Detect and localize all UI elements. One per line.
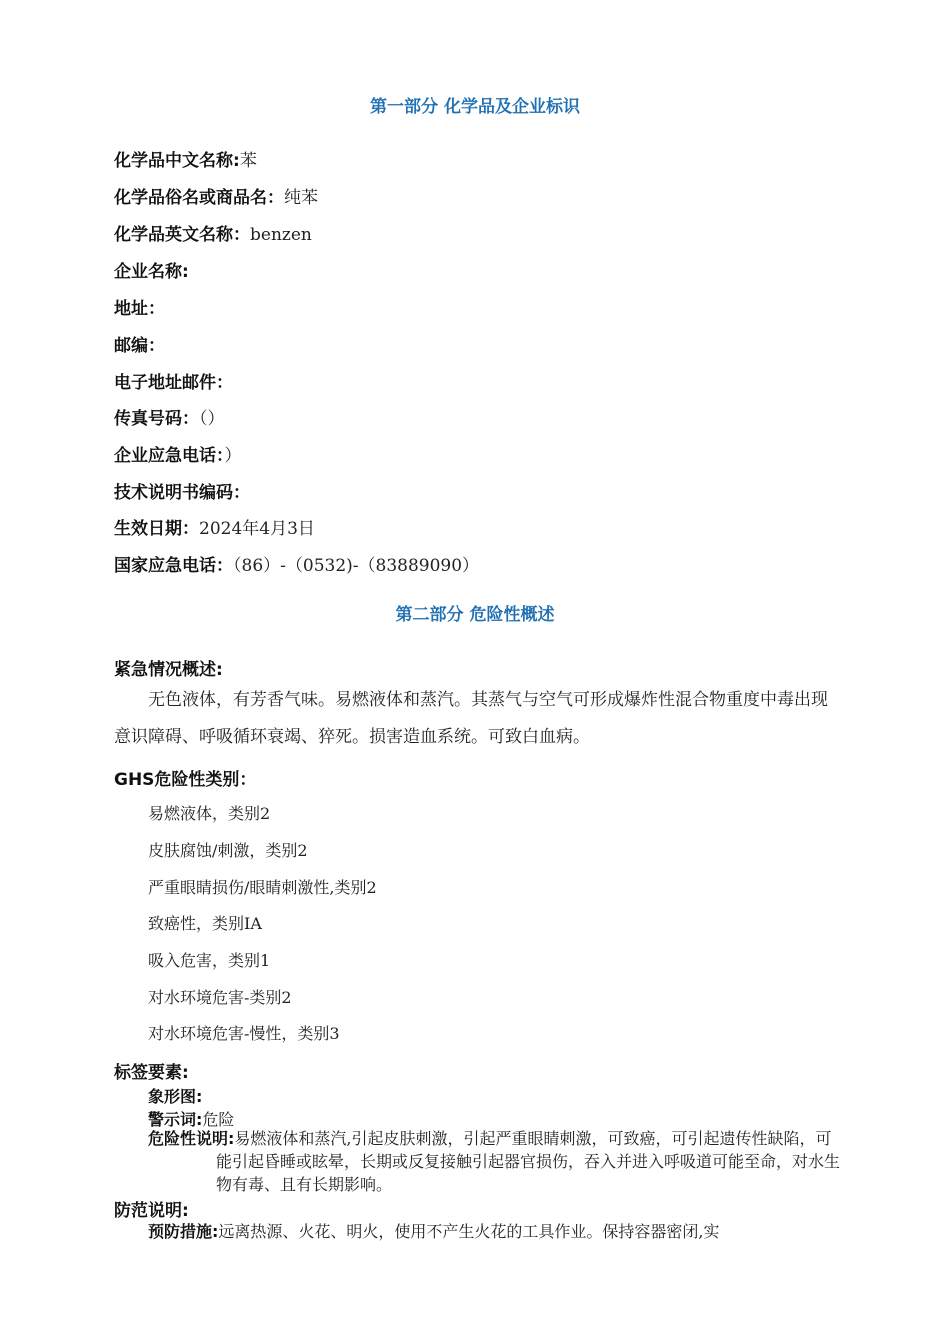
prevention-row [148,1220,848,1243]
field-label: 企业应急电话： [114,446,225,466]
field-company-emergency-phone [114,441,242,466]
field-fax [114,404,225,429]
field-value: （） [199,409,225,429]
ghs-item: 严重眼睛损伤/眼睛刺激性,类别2 [148,878,377,897]
ghs-item: 皮肤腐蚀/刺激，类别2 [148,841,308,860]
field-label: 化学品英文名称： [114,225,250,245]
pictogram-row [148,1084,202,1107]
ghs-heading [114,765,256,790]
prevention-label: 预防措施: [148,1222,219,1241]
field-value: ） [224,446,242,466]
field-address [114,294,165,319]
field-value: 2024年4月3日 [199,519,315,539]
ghs-item: 致癌性，类别IA [148,914,262,933]
label-elements-heading [114,1058,189,1083]
precaution-label: 防范说明: [114,1201,189,1221]
field-label: 传真号码： [114,409,199,429]
field-postcode [114,331,165,356]
field-label: 地址： [114,299,165,319]
field-label: 国家应急电话： [114,556,233,576]
hazard-statement-value: 易燃液体和蒸汽,引起皮肤刺激，引起严重眼睛刺激，可致癌，可引起遗传性缺陷，可能引起昏睡或眩晕，长期或反复接触引起器官损伤，吞入并进入呼吸道可能至命，对水生物有毒、且有长期影响。 [216,1129,841,1194]
field-label: 化学品中文名称: [114,151,240,171]
field-value: （86）-（0532)-（83889090） [233,556,480,576]
part1-title: 第一部分 化学品及企业标识 [370,97,580,117]
prevention-value: 远离热源、火花、明火，使用不产生火花的工具作业。保持容器密闭,实 [218,1222,720,1241]
field-value: 纯苯 [284,188,318,208]
signal-word-value: 危险 [202,1110,235,1129]
field-spec-code [114,478,250,503]
field-label: 邮编： [114,336,165,356]
pictogram-label: 象形图: [148,1087,203,1106]
field-cn-name [114,146,257,171]
field-label: 技术说明书编码： [114,483,250,503]
field-company [114,257,189,282]
emergency-overview-text: 无色液体，有芳香气味。易燃液体和蒸汽。其蒸气与空气可形成爆炸性混合物重度中毒出现意识障碍、呼吸循环衰竭、猝死。损害造血系统。可致白血病。 [114,690,828,747]
emergency-overview-heading [114,655,223,680]
field-email [114,368,233,393]
ghs-label: GHS危险性类别： [114,770,257,790]
hazard-statement [148,1127,840,1196]
signal-word-label: 警示词: [148,1110,203,1129]
field-value: benzen [250,225,312,245]
part2-title: 第二部分 危险性概述 [395,605,555,625]
field-label: 化学品俗名或商品名： [114,188,284,208]
ghs-item: 对水环境危害-类别2 [148,988,292,1007]
field-value: 苯 [239,151,257,171]
field-effective-date [114,514,315,539]
ghs-item: 吸入危害，类别1 [148,951,271,970]
ghs-item: 对水环境危害-慢性，类别3 [148,1024,340,1043]
field-en-name [114,220,312,245]
field-label: 企业名称: [114,262,189,282]
label-elements-label: 标签要素: [114,1063,189,1083]
ghs-item: 易燃液体，类别2 [148,804,271,823]
field-label: 电子地址邮件： [114,373,233,393]
precaution-heading [114,1196,189,1221]
emergency-overview-label: 紧急情况概述: [114,660,223,680]
hazard-statement-label: 危险性说明: [148,1129,235,1148]
field-common-name [114,183,318,208]
field-national-emergency-phone [114,551,479,576]
field-label: 生效日期： [114,519,199,539]
